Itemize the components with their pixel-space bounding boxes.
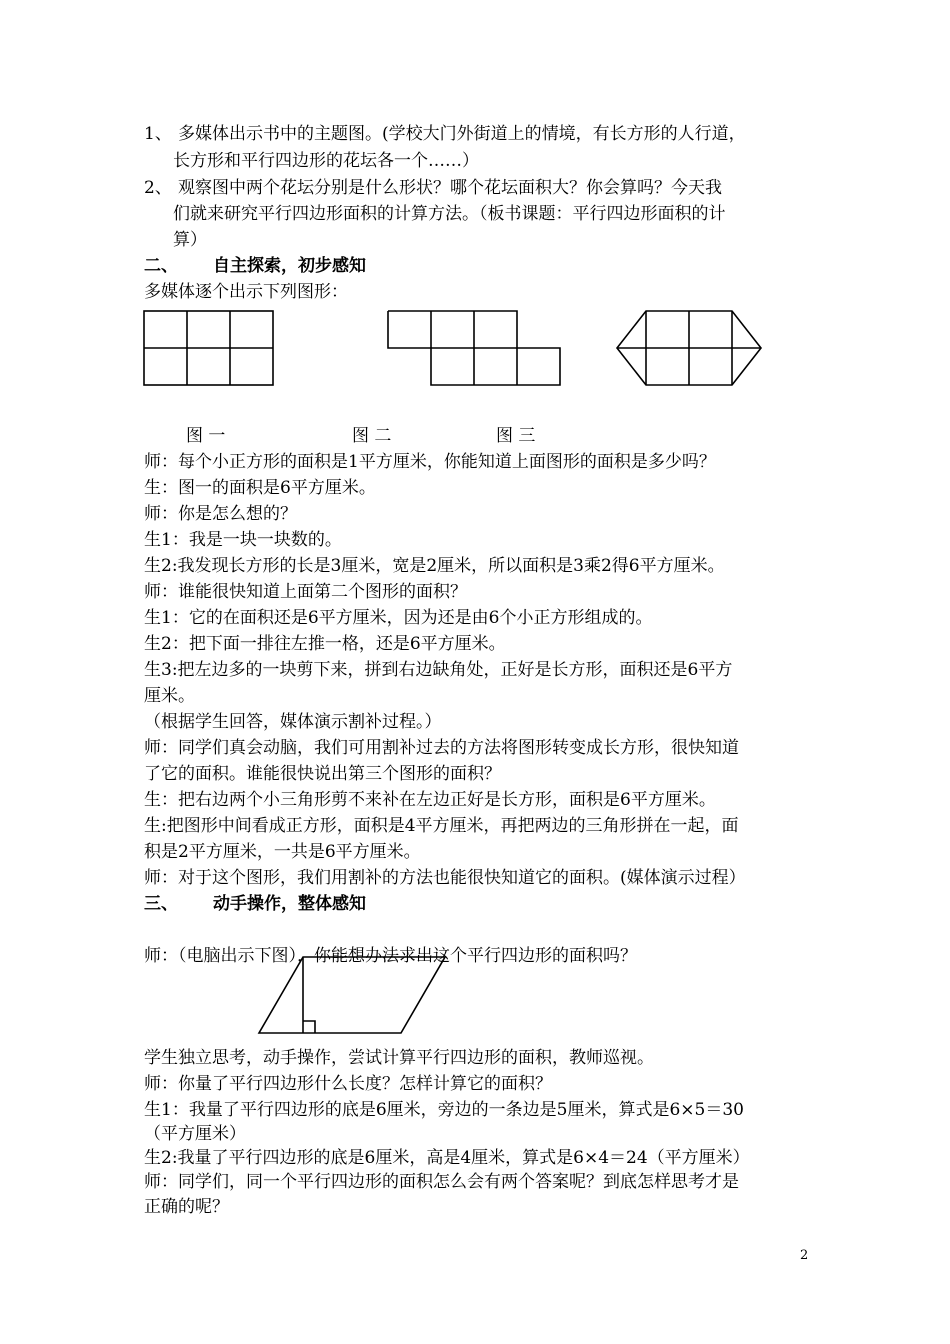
section-3-number: 三、	[144, 894, 178, 914]
dialogue-line: 生2：把下面一排往左推一格，还是6平方厘米。	[144, 634, 506, 654]
right-angle-mark	[303, 1021, 315, 1033]
caption-figure-three: 图 三	[496, 426, 536, 446]
dialogue-line: 师：你是怎么想的？	[144, 504, 297, 524]
section-2-title: 自主探索，初步感知	[213, 256, 366, 276]
page-number: 2	[800, 1248, 809, 1263]
dialogue-line: 积是2平方厘米，一共是6平方厘米。	[144, 842, 421, 862]
dialogue-line: 生2:我量了平行四边形的底是6厘米，高是4厘米，算式是6×4＝24（平方厘米）	[144, 1148, 750, 1168]
caption-figure-one: 图 一	[186, 426, 226, 446]
dialogue-line: 师：对于这个图形，我们用割补的方法也能很快知道它的面积。(媒体演示过程）	[144, 868, 746, 888]
dialogue-line: 正确的呢？	[144, 1197, 229, 1217]
dialogue-line: 师：同学们真会动脑，我们可用割补过去的方法将图形转变成长方形，很快知道	[144, 738, 739, 758]
item-2-number: 2、	[144, 178, 172, 198]
dialogue-line: 学生独立思考，动手操作，尝试计算平行四边形的面积，教师巡视。	[144, 1048, 654, 1068]
dialogue-line: （根据学生回答，媒体演示割补过程。）	[144, 712, 442, 732]
dialogue-line: 了它的面积。谁能很快说出第三个图形的面积？	[144, 764, 501, 784]
dialogue-line: 师：谁能很快知道上面第二个图形的面积？	[144, 582, 467, 602]
figures-intro: 多媒体逐个出示下列图形：	[144, 282, 348, 302]
dialogue-line: 生1：我是一块一块数的。	[144, 530, 342, 550]
item-1-line-1: 多媒体出示书中的主题图。(学校大门外街道上的情境，有长方形的人行道，	[178, 124, 746, 144]
dialogue-line: 生：把右边两个小三角形剪不来补在左边正好是长方形，面积是6平方厘米。	[144, 790, 716, 810]
caption-figure-two: 图 二	[352, 426, 392, 446]
dialogue-line: 生2:我发现长方形的长是3厘米，宽是2厘米，所以面积是3乘2得6平方厘米。	[144, 556, 725, 576]
dialogue-line: 生1：我量了平行四边形的底是6厘米，旁边的一条边是5厘米，算式是6×5＝30	[144, 1100, 744, 1120]
item-2-line-3: 算）	[173, 230, 207, 250]
dialogue-line: 生1：它的在面积还是6平方厘米，因为还是由6个小正方形组成的。	[144, 608, 653, 628]
dialogue-line: 厘米。	[144, 686, 195, 706]
dialogue-line: 生：图一的面积是6平方厘米。	[144, 478, 376, 498]
dialogue-line: （平方厘米）	[144, 1124, 246, 1144]
dialogue-line: 生3:把左边多的一块剪下来，拼到右边缺角处，正好是长方形，面积还是6平方	[144, 660, 733, 680]
item-1-number: 1、	[144, 124, 172, 144]
dialogue-line: 师：你量了平行四边形什么长度？怎样计算它的面积？	[144, 1074, 552, 1094]
dialogue-line: 生:把图形中间看成正方形，面积是4平方厘米，再把两边的三角形拼在一起，面	[144, 816, 739, 836]
dialogue-line: 师：同学们，同一个平行四边形的面积怎么会有两个答案呢？到底怎样思考才是	[144, 1172, 739, 1192]
section-2-number: 二、	[144, 256, 178, 276]
item-2-line-1: 观察图中两个花坛分别是什么形状？哪个花坛面积大？你会算吗？今天我	[178, 178, 722, 198]
section-3-title: 动手操作，整体感知	[213, 894, 366, 914]
item-2-line-2: 们就来研究平行四边形面积的计算方法。（板书课题：平行四边形面积的计	[173, 204, 726, 224]
dialogue-line: 师：每个小正方形的面积是1平方厘米，你能知道上面图形的面积是多少吗？	[144, 452, 716, 472]
item-1-line-2: 长方形和平行四边形的花坛各一个……）	[173, 151, 479, 171]
parallelogram-prompt: 师：（电脑出示下图），你能想办法求出这个平行四边形的面积吗？	[144, 946, 637, 966]
parallelogram	[259, 957, 445, 1033]
